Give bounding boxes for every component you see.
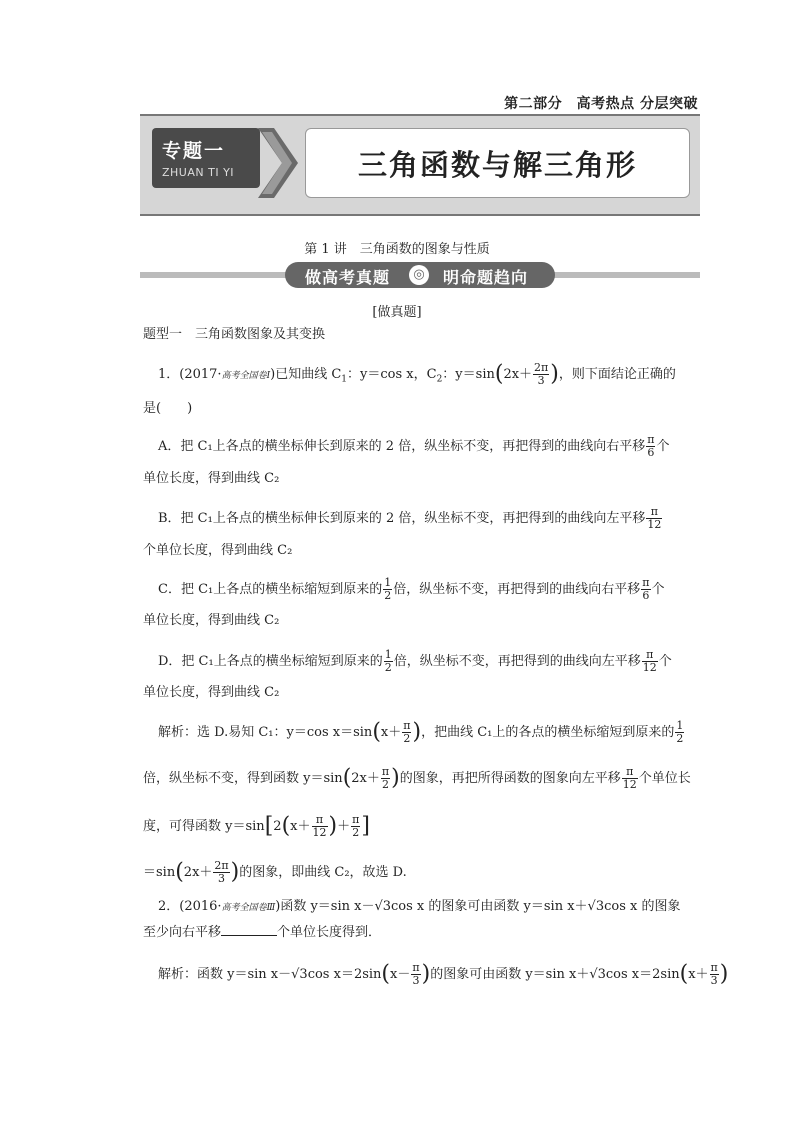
num: π bbox=[710, 961, 718, 974]
den: 2 bbox=[384, 661, 392, 674]
bracket: [ bbox=[264, 813, 274, 839]
q1-solution-line4 bbox=[143, 860, 407, 885]
banner-right: 明命题趋向 bbox=[443, 268, 529, 287]
expr: x＋ bbox=[380, 725, 402, 740]
q1-solution-line3 bbox=[143, 814, 370, 839]
paren: ( bbox=[381, 961, 391, 987]
fraction bbox=[384, 649, 393, 674]
fraction bbox=[383, 577, 392, 602]
den: 2 bbox=[384, 589, 392, 602]
den: 6 bbox=[647, 446, 655, 459]
sub: 2 bbox=[436, 374, 443, 385]
q1-stem-line2: 是( ) bbox=[143, 401, 193, 416]
num: π bbox=[403, 719, 411, 732]
paren: ( bbox=[342, 765, 352, 791]
q2-stem-line2 bbox=[143, 924, 381, 942]
expr: x＋ bbox=[290, 819, 311, 834]
q1-stem bbox=[158, 362, 676, 389]
bracket: ] bbox=[361, 813, 370, 839]
topic-badge bbox=[152, 128, 260, 188]
chevron-arrow-icon bbox=[258, 128, 300, 198]
q2-solution-b: 的图象可由函数 y＝sin x＋√3cos x＝2sin bbox=[430, 967, 680, 982]
solution4-b: 的图象，即曲线 C₂，故选 D. bbox=[239, 865, 407, 880]
den: 3 bbox=[537, 374, 545, 387]
option-c-end: 个 bbox=[651, 582, 665, 597]
q2-solution bbox=[158, 962, 728, 987]
paren: ) bbox=[391, 765, 400, 791]
part-header: 第二部分 高考热点 分层突破 bbox=[504, 96, 698, 112]
q1-src: 高考全国卷Ⅰ bbox=[221, 371, 271, 381]
num: π bbox=[646, 506, 662, 519]
den: 3 bbox=[412, 974, 420, 987]
num: 2π bbox=[214, 859, 229, 872]
answer-blank[interactable] bbox=[221, 935, 277, 936]
paren: ( bbox=[175, 859, 184, 885]
expr: 2x＋ bbox=[503, 367, 533, 382]
q2-stem-line2-b: 个单位长度得到． bbox=[277, 925, 382, 940]
q1-solution bbox=[158, 720, 685, 745]
fraction bbox=[351, 814, 360, 839]
paren: ( bbox=[679, 961, 689, 987]
den: 3 bbox=[218, 872, 226, 885]
option-b-text: B．把 C₁上各点的横坐标伸长到原来的 2 倍，纵坐标不变，再把得到的曲线向左平移 bbox=[158, 511, 646, 526]
banner-left: 做高考真题 bbox=[305, 268, 391, 287]
q2-stem-line2-a: 至少向右平移 bbox=[143, 925, 222, 940]
den: 2 bbox=[382, 778, 389, 791]
topic-sub: ZHUAN TI YI bbox=[162, 166, 235, 179]
paren: ) bbox=[550, 361, 559, 387]
den: 12 bbox=[647, 518, 662, 531]
q1-option-a bbox=[158, 434, 669, 459]
num: π bbox=[647, 433, 655, 446]
num: π bbox=[412, 961, 420, 974]
chapter-title-box bbox=[305, 128, 690, 198]
num: π bbox=[352, 813, 360, 826]
q1-num: 1．(2017· bbox=[158, 367, 222, 382]
option-a-text: A．把 C₁上各点的横坐标伸长到原来的 2 倍，纵坐标不变，再把得到的曲线向右平移 bbox=[158, 439, 646, 454]
topic-label: 专题一 bbox=[162, 140, 226, 162]
num: 1 bbox=[384, 576, 392, 589]
paren: ) bbox=[412, 719, 422, 745]
num: 1 bbox=[384, 648, 392, 661]
q1-option-a-line2: 单位长度，得到曲线 C₂ bbox=[143, 471, 280, 486]
q2-num: 2．(2016· bbox=[158, 899, 222, 914]
expr: x＋ bbox=[688, 967, 709, 982]
solution2-b: 的图象，再把所得函数的图象向左平移 bbox=[399, 771, 621, 786]
q1-option-b-line2: 个单位长度，得到曲线 C₂ bbox=[143, 543, 293, 558]
fraction bbox=[312, 814, 328, 839]
paren: ( bbox=[281, 813, 291, 839]
q1-stem-b: ：y＝cos x，C bbox=[347, 367, 437, 382]
fraction bbox=[533, 362, 549, 387]
q2-solution-a: 解析：函数 y＝sin x－√3cos x＝2sin bbox=[158, 967, 382, 982]
paren: ) bbox=[421, 961, 431, 987]
solution4-a: ＝sin bbox=[143, 865, 176, 880]
num: π bbox=[381, 765, 390, 778]
den: 2 bbox=[676, 732, 684, 745]
solution-b: ，把曲线 C₁上的各点的横坐标缩短到原来的 bbox=[421, 725, 675, 740]
option-c-text: C．把 C₁上各点的横坐标缩短到原来的 bbox=[158, 582, 383, 597]
q1-stem-d: ，则下面结论正确的 bbox=[558, 367, 676, 382]
num: π bbox=[642, 576, 650, 589]
den: 12 bbox=[622, 778, 637, 791]
q2-stem-a: )函数 y＝sin x－√3cos x 的图象可由函数 y＝sin x＋√3cos x 的图象 bbox=[275, 899, 681, 914]
q1-option-d-line2: 单位长度，得到曲线 C₂ bbox=[143, 685, 280, 700]
den: 12 bbox=[642, 661, 657, 674]
expr: 2x＋ bbox=[351, 771, 380, 786]
fraction bbox=[646, 506, 662, 531]
q2-src: 高考全国卷Ⅲ bbox=[221, 903, 276, 913]
den: 2 bbox=[352, 826, 360, 839]
q2-stem bbox=[158, 898, 680, 917]
q1-option-c-line2: 单位长度，得到曲线 C₂ bbox=[143, 613, 280, 628]
option-d-text-b: 倍，纵坐标不变，再把得到的曲线向左平移 bbox=[393, 654, 641, 669]
q1-solution-line2 bbox=[143, 766, 691, 791]
fraction bbox=[402, 720, 411, 745]
solution2-c: 个单位长 bbox=[638, 771, 691, 786]
fraction bbox=[646, 434, 655, 459]
q1-option-d bbox=[158, 649, 672, 674]
paren: ( bbox=[494, 361, 504, 387]
num: π bbox=[642, 649, 658, 662]
num: 1 bbox=[676, 719, 684, 732]
expr: 2 bbox=[273, 819, 282, 834]
expr: 2x＋ bbox=[183, 865, 213, 880]
solution-a: 解析：选 D.易知 C₁：y＝cos x＝sin bbox=[158, 725, 373, 740]
option-a-end: 个 bbox=[656, 439, 670, 454]
fraction bbox=[213, 860, 229, 885]
solution2-a: 倍，纵坐标不变，得到函数 y＝sin bbox=[143, 771, 343, 786]
fraction bbox=[622, 766, 638, 791]
chapter-title: 三角函数与解三角形 bbox=[357, 148, 637, 182]
den: 6 bbox=[642, 589, 650, 602]
q1-option-c bbox=[158, 577, 665, 602]
sub: 1 bbox=[341, 374, 348, 385]
num: π bbox=[622, 766, 638, 779]
lecture-title: 第 1 讲 三角函数的图象与性质 bbox=[304, 242, 490, 257]
paren: ) bbox=[719, 961, 729, 987]
expr: x－ bbox=[390, 967, 411, 982]
num: π bbox=[312, 814, 328, 827]
fraction bbox=[641, 577, 650, 602]
num: 2π bbox=[534, 361, 549, 374]
fraction bbox=[642, 649, 658, 674]
emblem-icon: ◎ bbox=[409, 265, 429, 285]
fraction bbox=[675, 720, 684, 745]
section-banner bbox=[285, 262, 555, 288]
option-d-text: D．把 C₁上各点的横坐标缩短到原来的 bbox=[158, 654, 383, 669]
section-title: 题型一 三角函数图象及其变换 bbox=[143, 327, 326, 342]
option-d-end: 个 bbox=[658, 654, 672, 669]
paren: ( bbox=[372, 719, 381, 745]
fraction bbox=[381, 766, 390, 791]
expr: ＋ bbox=[337, 819, 351, 834]
q1-stem-c: ：y＝sin bbox=[442, 367, 495, 382]
solution3-a: 度，可得函数 y＝sin bbox=[143, 819, 265, 834]
fraction bbox=[710, 962, 719, 987]
q1-stem-a: )已知曲线 C bbox=[270, 367, 342, 382]
option-c-text-b: 倍，纵坐标不变，再把得到的曲线向右平移 bbox=[393, 582, 641, 597]
den: 3 bbox=[710, 974, 718, 987]
den: 2 bbox=[403, 732, 411, 745]
fraction bbox=[411, 962, 420, 987]
paren: ) bbox=[328, 813, 338, 839]
paren: ) bbox=[230, 859, 240, 885]
q1-option-b bbox=[158, 506, 663, 531]
subhead: [做真题] bbox=[372, 305, 422, 320]
den: 12 bbox=[312, 826, 327, 839]
